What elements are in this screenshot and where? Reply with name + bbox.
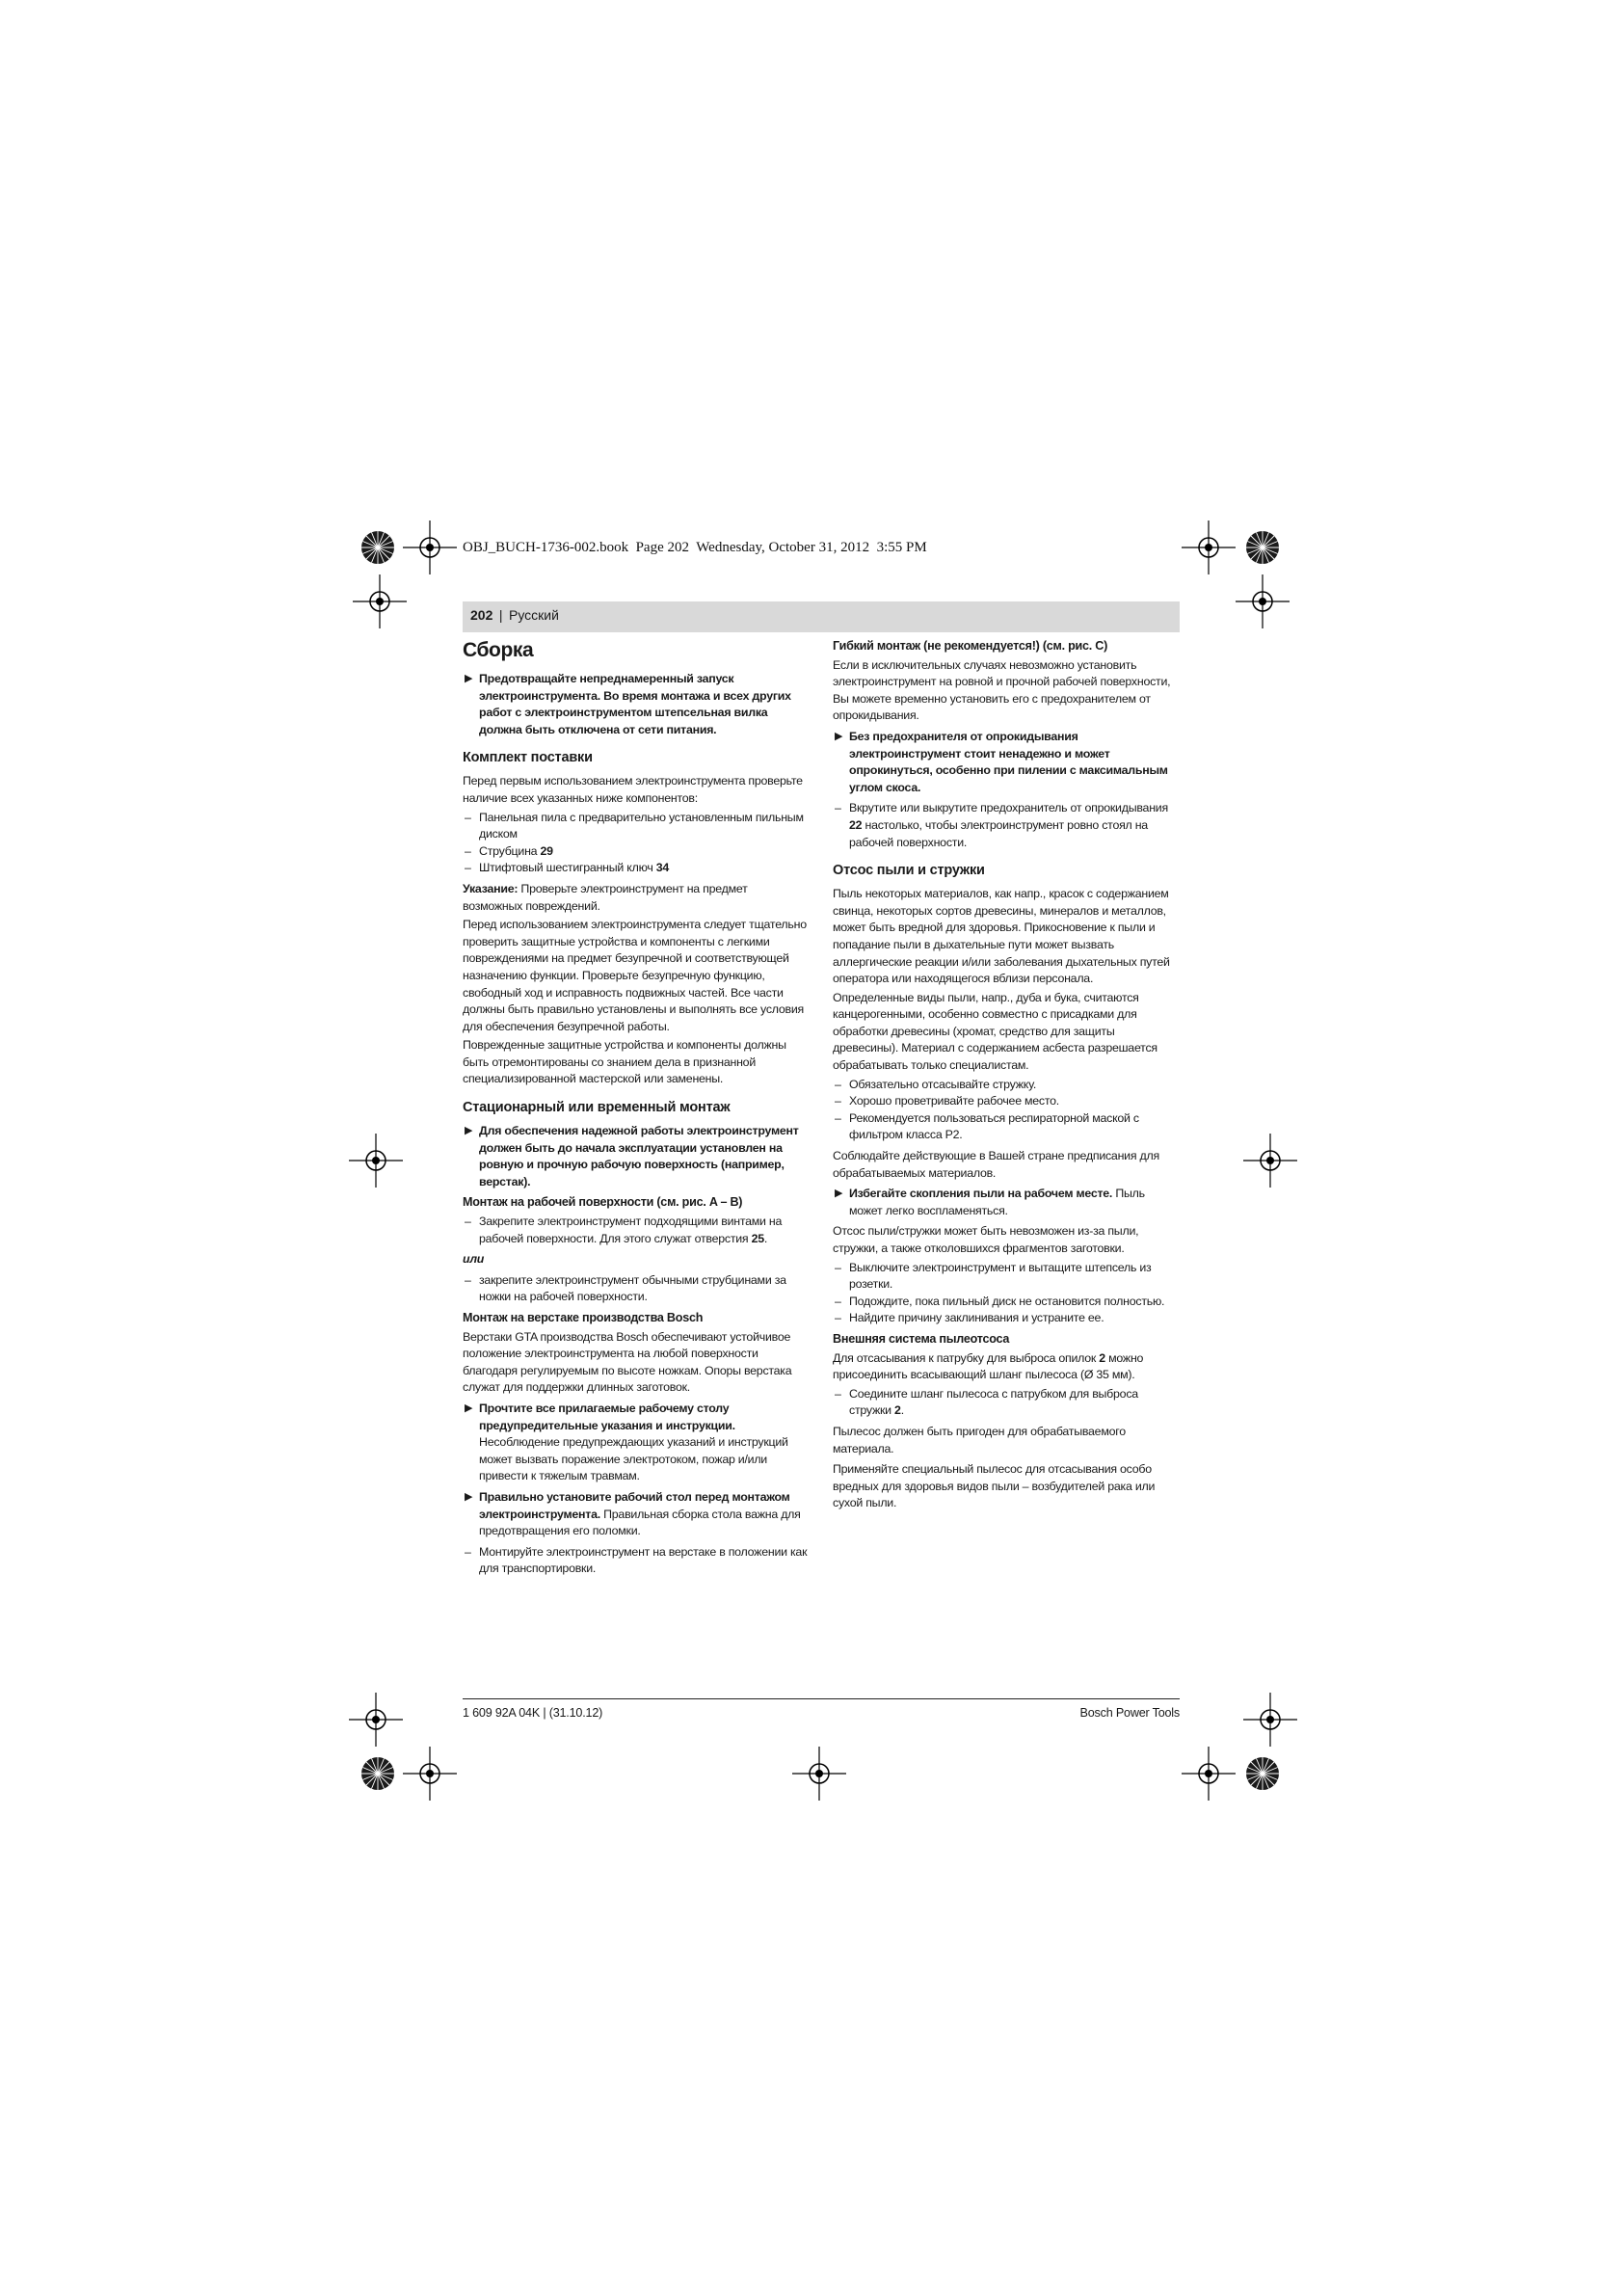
paragraph-text: Для отсасывания к патрубку для выброса опилок [833, 1350, 1100, 1365]
list-item-text: Монтируйте электроинструмент на верстаке в положении как для транспортировки. [479, 1544, 808, 1576]
warning-bullet-icon: ▶ [465, 1490, 473, 1503]
list-item [833, 800, 1178, 851]
paragraph: Определенные виды пыли, напр., дуба и бука, считаются канцерогенными, особенно совместно с присадками для обработки древесины (хромат, средство для защиты древесины). Материал с содержанием асбеста разрешается обрабатывать только специалистам. [833, 990, 1157, 1073]
list-item [833, 1077, 1178, 1094]
paragraph: Верстаки GTA производства Bosch обеспечивают устойчивое положение электроинструмента на любой поверхности благодаря регулируемым по высоте ножкам. Опоры верстака служат для поддержки длинных заготовок. [463, 1329, 792, 1395]
list-item-text: Хорошо проветривайте рабочее место. [849, 1094, 1060, 1108]
paragraph-text: можно присоединить всасывающий шланг пылесоса (Ø 35 мм). [833, 1350, 1144, 1382]
star-target-icon [360, 530, 395, 565]
list-item [833, 1260, 1178, 1294]
registration-mark-icon [1236, 574, 1290, 628]
warning-bullet-icon: ▶ [835, 1188, 843, 1200]
list-item-text: Струбцина [479, 843, 541, 858]
warning-bullet-icon: ▶ [465, 673, 473, 684]
registration-mark-icon [1243, 1134, 1297, 1188]
footer-rule [463, 1698, 1180, 1699]
list-item-text: Обязательно отсасывайте стружку. [849, 1077, 1037, 1091]
paragraph: Перед использованием электроинструмента следует тщательно проверить защитные устройства и компоненты с легкими повреждениями на предмет безупречной и соответствующей назначению функции. Проверьте безупречную функцию, свободный ход и исправность подвижных частей. Все части должны быть правильно установлены и выполнять все условия для обеспечения безупречной работы. [463, 918, 807, 1033]
heading-installation: Стационарный или временный монтаж [463, 1100, 731, 1116]
page-header [463, 601, 1180, 632]
list-item-text: Подождите, пока пильный диск не остановится полностью. [849, 1294, 1165, 1308]
list-item-text: Найдите причину заклинивания и устраните ее. [849, 1311, 1104, 1325]
registration-mark-icon [1243, 1693, 1297, 1747]
list-item-text: Вкрутите или выкрутите предохранитель от опрокидывания [849, 801, 1168, 815]
paragraph: Применяйте специальный пылесос для отсасывания особо вредных для здоровья видов пыли – возбудителей рака или сухой пыли. [833, 1462, 1156, 1510]
registration-mark-icon [349, 1134, 403, 1188]
paragraph: Пыль некоторых материалов, как напр., красок с содержанием свинца, некоторых сортов древесины, минералов и металлов, может быть вредной для здоровья. Прикосновение к пыли и попадание пыли в дыхательные пути может вызвать аллергические реакции и/или заболевания дыхательных путей оператора или находящегося вблизи персонала. [833, 887, 1170, 986]
list-item [463, 1214, 808, 1247]
star-target-icon [1245, 1756, 1280, 1791]
list-item-text: Выключите электроинструмент и вытащите штепсель из розетки. [849, 1260, 1152, 1292]
part-number: 34 [655, 861, 670, 875]
note-label: Указание: [463, 881, 519, 895]
warning-text: Прочтите все прилагаемые рабочему столу предупредительные указания и инструкции. [479, 1401, 735, 1432]
list-item [463, 1272, 808, 1306]
part-number: 2 [1099, 1350, 1105, 1365]
warning-text: Правильная сборка стола важна для предотвращения его поломки. [479, 1507, 801, 1538]
warning-bullet-icon: ▶ [465, 1125, 473, 1137]
list-item [463, 810, 808, 843]
paragraph [833, 1350, 1178, 1384]
heading-workbench-mounting: Монтаж на верстаке производства Bosch [463, 1311, 704, 1324]
page-number: 202 [470, 607, 493, 623]
list-item-text: . [900, 1403, 904, 1418]
paragraph: Поврежденные защитные устройства и компоненты должны быть отремонтированы со знанием дела в признанной специализированной мастерской или заменены. [463, 1038, 786, 1086]
note-text: Проверьте электроинструмент на предмет возможных повреждений. [463, 881, 748, 913]
warning-text: Без предохранителя от опрокидывания электроинструмент стоит ненадежно и может опрокинуться, особенно при пилении с максимальным углом скоса. [849, 729, 1168, 794]
header-separator: | [495, 607, 507, 623]
warning-bullet-icon: ▶ [835, 730, 843, 742]
part-number: 22 [849, 817, 863, 832]
or-label: или [463, 1252, 485, 1267]
right-column [833, 638, 1178, 1514]
star-target-icon [360, 1756, 395, 1791]
heading-flexible-mounting: Гибкий монтаж (не рекомендуется!) (см. рис. C) [833, 639, 1108, 653]
list-item-text: Штифтовый шестигранный ключ [479, 861, 656, 875]
paragraph: Пылесос должен быть пригоден для обрабатываемого материала. [833, 1424, 1126, 1455]
heading-delivery-scope: Комплект поставки [463, 750, 593, 766]
warning-text: Правильно установите рабочий стол перед монтажом электроинструмента. [479, 1489, 790, 1521]
list-item [833, 1093, 1178, 1110]
warning-bullet-icon: ▶ [465, 1402, 473, 1414]
part-number: 29 [540, 843, 553, 858]
list-item [463, 843, 808, 861]
warning-item [463, 1123, 808, 1190]
warning-text: Для обеспечения надежной работы электроинструмент должен быть до начала эксплуатации установлен на ровную и прочную рабочую поверхность (например, верстак). [479, 1124, 799, 1188]
heading-external-extraction: Внешняя система пылеотсоса [833, 1331, 1010, 1346]
list-item [833, 1294, 1178, 1311]
header-language: Русский [509, 607, 559, 623]
warning-text: Избегайте скопления пыли на рабочем месте. [849, 1187, 1113, 1201]
list-item [463, 1544, 808, 1578]
registration-mark-icon [792, 1747, 846, 1801]
list-item-text: Закрепите электроинструмент подходящими винтами на рабочей поверхности. Для этого служат отверстия [479, 1215, 783, 1245]
footer-document-number: 1 609 92A 04K | (31.10.12) [463, 1706, 603, 1720]
warning-item [463, 1489, 808, 1540]
registration-mark-icon [349, 1693, 403, 1747]
registration-mark-icon [1182, 1747, 1236, 1801]
part-number: 25 [751, 1231, 764, 1245]
warning-text: Предотвращайте непреднамеренный запуск электроинструмента. Во время монтажа и всех других работ с электроинструментом штепсельная вилка должна быть отключена от сети питания. [479, 672, 791, 736]
list-item-text: Рекомендуется пользоваться респираторной маской с фильтром класса P2. [849, 1110, 1139, 1142]
note-paragraph [463, 881, 808, 915]
list-item-text: . [763, 1231, 768, 1245]
paragraph: Перед первым использованием электроинструмента проверьте наличие всех указанных ниже компонентов: [463, 774, 803, 805]
list-item [833, 1310, 1178, 1327]
part-number: 2 [894, 1403, 901, 1418]
heading-dust-extraction: Отсос пыли и стружки [833, 863, 985, 879]
list-item [463, 860, 808, 877]
list-item-text: Соедините шланг пылесоса с патрубком для выброса стружки [849, 1386, 1138, 1418]
warning-text: Несоблюдение предупреждающих указаний и инструкций может вызвать поражение электротоком, пожар и/или привести к тяжелым травмам. [479, 1435, 788, 1483]
list-item [833, 1386, 1178, 1420]
registration-mark-icon [353, 574, 407, 628]
star-target-icon [1245, 530, 1280, 565]
printer-slug: OBJ_BUCH-1736-002.book Page 202 Wednesday, October 31, 2012 3:55 PM [463, 540, 927, 555]
warning-item [463, 671, 808, 738]
warning-item [833, 1186, 1178, 1219]
warning-item [833, 729, 1178, 796]
list-item-text: Панельная пила с предварительно установленным пильным диском [479, 810, 804, 841]
list-item-text: настолько, чтобы электроинструмент ровно стоял на рабочей поверхности. [849, 817, 1148, 849]
paragraph: Соблюдайте действующие в Вашей стране предписания для обрабатываемых материалов. [833, 1149, 1159, 1180]
list-item [833, 1110, 1178, 1144]
warning-text: Пыль может легко воспламеняться. [849, 1187, 1145, 1217]
registration-mark-icon [403, 521, 457, 574]
registration-mark-icon [403, 1747, 457, 1801]
footer-brand: Bosch Power Tools [1079, 1706, 1180, 1720]
left-column [463, 638, 808, 1578]
heading-surface-mounting: Монтаж на рабочей поверхности (см. рис. A – B) [463, 1195, 743, 1210]
section-title-assembly: Сборка [463, 639, 534, 661]
paragraph: Отсос пыли/стружки может быть невозможен из-за пыли, стружки, а также отколовшихся фрагментов заготовки. [833, 1224, 1139, 1255]
warning-item [463, 1401, 808, 1485]
paragraph: Если в исключительных случаях невозможно установить электроинструмент на ровной и прочной рабочей поверхности, Вы можете временно установить его с предохранителем от опрокидывания. [833, 657, 1171, 723]
list-item-text: закрепите электроинструмент обычными струбцинами за ножки на рабочей поверхности. [479, 1272, 786, 1304]
registration-mark-icon [1182, 521, 1236, 574]
